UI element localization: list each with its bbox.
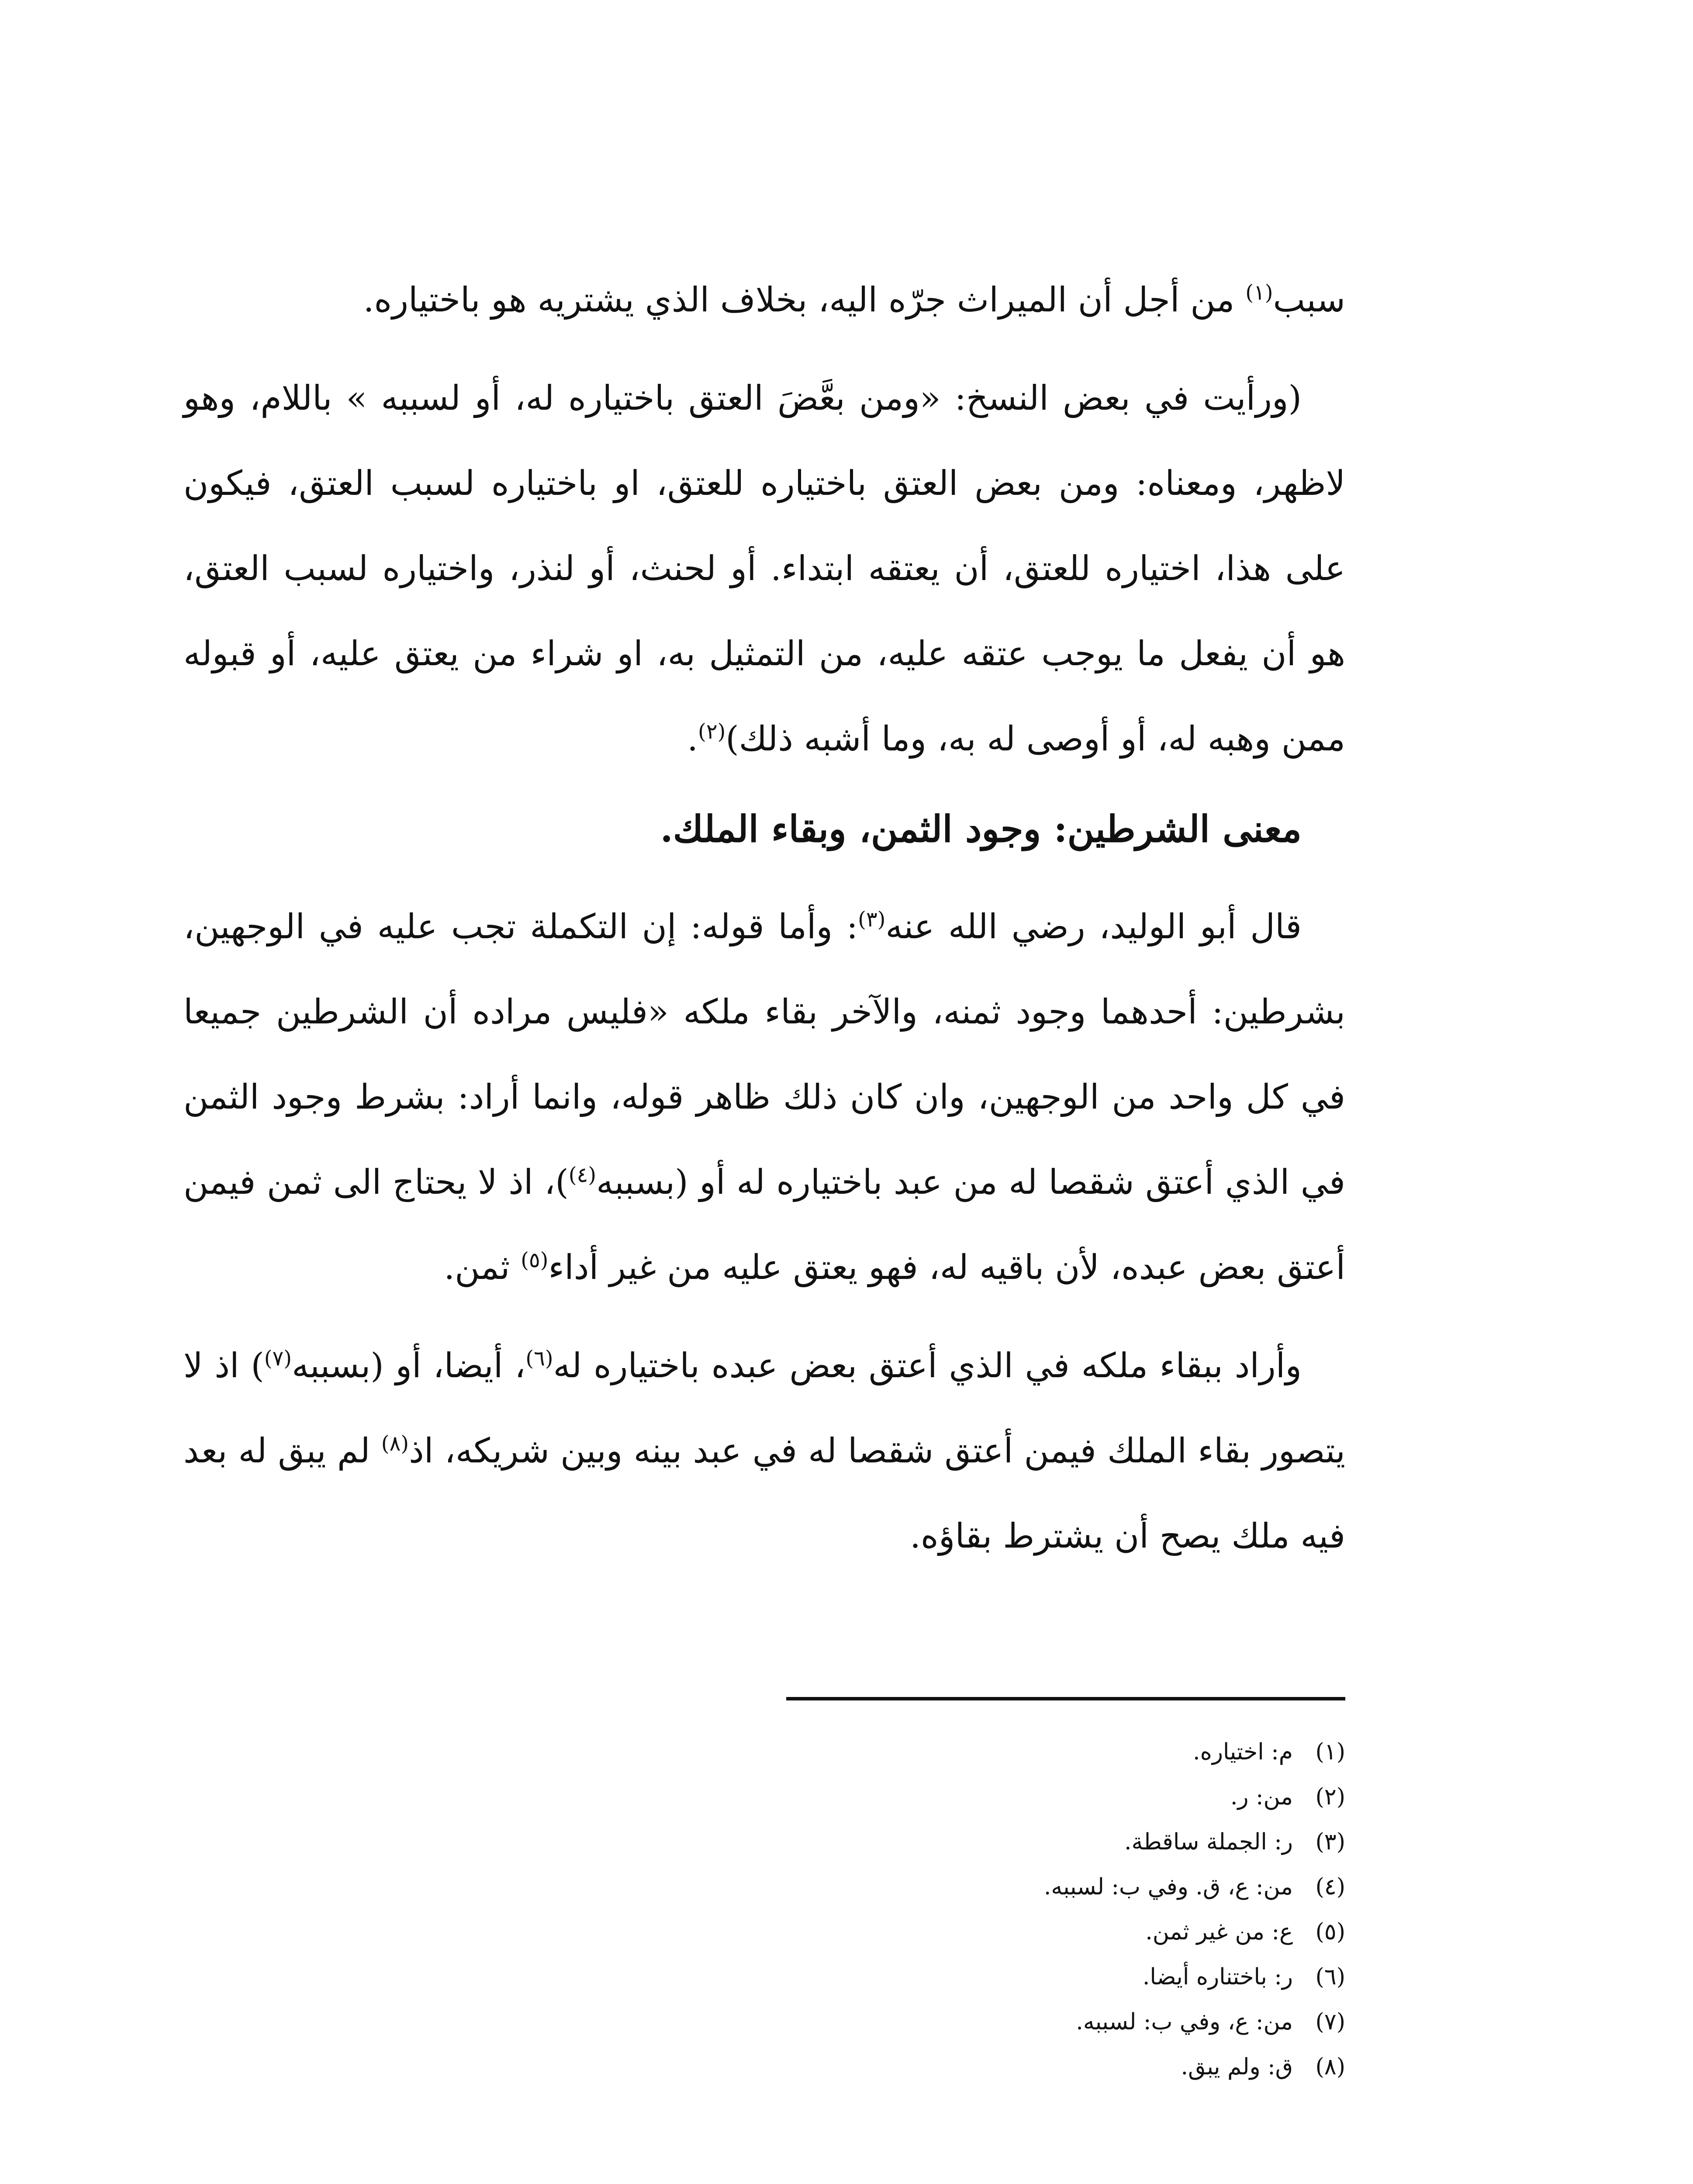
footnote-item <box>472 2000 1345 2045</box>
paragraph-4 <box>183 1324 1345 1579</box>
footnote-divider <box>786 1697 1345 1700</box>
footnote-text: من: ع، وفي ب: لسببه. <box>1076 2009 1293 2035</box>
footnote-ref-5: (٥) <box>521 1248 549 1272</box>
paragraph-2-text-a: (ورأيت في بعض النسخ: «ومن بعَّضَ العتق باختياره له، أو لسببه » باللام، وهو لاظهر، ومعناه: ومن بعض العتق باختياره للعتق، او باختياره لسبب العتق، فيكون على هذا، اختياره للعتق، أن يعتقه ابتداء. أو لحنث، أو لنذر، واختياره لسبب العتق، هو أن يفعل ما يوجب عتقه عليه، من التمثيل به، او شراء من يعتق عليه، أو قبوله ممن وهبه له، أو أوصى له به، وما أشبه ذلك) <box>183 379 1345 759</box>
footnote-item <box>472 2045 1345 2090</box>
footnote-number: (٣) <box>1315 1829 1345 1855</box>
paragraph-4-text-b: ، أيضا، أو (بسببه <box>292 1346 526 1386</box>
footnote-item <box>472 1910 1345 1955</box>
footnote-text: ر: الجملة ساقطة. <box>1124 1829 1293 1855</box>
main-text <box>183 258 1345 1579</box>
paragraph-4-text-c: ) اذ لا يتصور بقاء الملك فيمن أعتق شقصا له في عبد بينه وبين شريكه، اذ <box>183 1346 1345 1471</box>
footnote-text: من: ر. <box>1230 1784 1293 1810</box>
paragraph-3 <box>183 885 1345 1310</box>
footnote-ref-8: (٨) <box>381 1431 409 1456</box>
footnote-item <box>472 1820 1345 1865</box>
footnote-ref-7: (٧) <box>264 1346 292 1371</box>
footnote-item <box>472 1775 1345 1820</box>
paragraph-2 <box>183 356 1345 782</box>
paragraph-4-text-a: وأراد ببقاء ملكه في الذي أعتق بعض عبده باختياره له <box>553 1346 1302 1386</box>
footnote-number: (٢) <box>1315 1784 1345 1810</box>
footnote-ref-1: (١) <box>1245 280 1273 305</box>
footnote-ref-4: (٤) <box>568 1163 596 1187</box>
footnote-number: (٨) <box>1315 2054 1345 2080</box>
paragraph-3-text-a: قال أبو الوليد، رضي الله عنه <box>885 907 1302 947</box>
footnote-ref-2: (٢) <box>698 719 726 744</box>
footnotes <box>472 1730 1345 2090</box>
footnote-number: (٤) <box>1315 1874 1345 1900</box>
paragraph-2-text-b: . <box>687 719 698 759</box>
footnote-text: ق: ولم يبق. <box>1181 2054 1293 2080</box>
footnote-item <box>472 1955 1345 2000</box>
footnote-ref-6: (٦) <box>525 1346 553 1371</box>
footnote-text: م: اختياره. <box>1193 1739 1293 1765</box>
paragraph-1-text-b: من أجل أن الميراث جرّه اليه، بخلاف الذي يشتريه هو باختياره. <box>363 280 1246 320</box>
footnote-item <box>472 1865 1345 1910</box>
footnote-text: ر: باختناره أيضا. <box>1142 1964 1293 1990</box>
footnote-ref-3: (٣) <box>858 907 886 932</box>
paragraph-1-text-a: سبب <box>1273 280 1345 320</box>
paragraph-3-text-b: : وأما قوله: إن التكملة تجب عليه في الوجهين، بشرطين: أحدهما وجود ثمنه، والآخر بقاء ملكه «فليس مراده أن الشرطين جميعا في كل واحد من الوجهين، وان كان ذلك ظاهر قوله، وانما أراد: بشرط وجود الثمن في الذي أعتق شقصا له من عبد باختياره له أو (بسببه <box>183 907 1346 1202</box>
footnote-number: (٧) <box>1315 2009 1345 2035</box>
paragraph-3-text-c: )، اذ لا يحتاج الى ثمن فيمن أعتق بعض عبده، لأن باقيه له، فهو يعتق عليه من غير أداء <box>183 1163 1345 1287</box>
footnote-number: (٦) <box>1315 1964 1345 1990</box>
footnote-number: (١) <box>1315 1739 1345 1765</box>
section-heading: معنى الشرطين: وجود الثمن، وبقاء الملك. <box>660 807 1302 850</box>
paragraph-3-text-d: ثمن. <box>444 1248 521 1287</box>
footnote-text: ع: من غير ثمن. <box>1145 1919 1293 1945</box>
footnote-item <box>472 1730 1345 1775</box>
paragraph-1 <box>183 258 1345 343</box>
footnote-text: من: ع، ق. وفي ب: لسببه. <box>1043 1874 1293 1900</box>
footnote-number: (٥) <box>1315 1919 1345 1945</box>
paragraph-4-text-d: لم يبق له بعد فيه ملك يصح أن يشترط بقاؤه. <box>183 1431 1345 1556</box>
